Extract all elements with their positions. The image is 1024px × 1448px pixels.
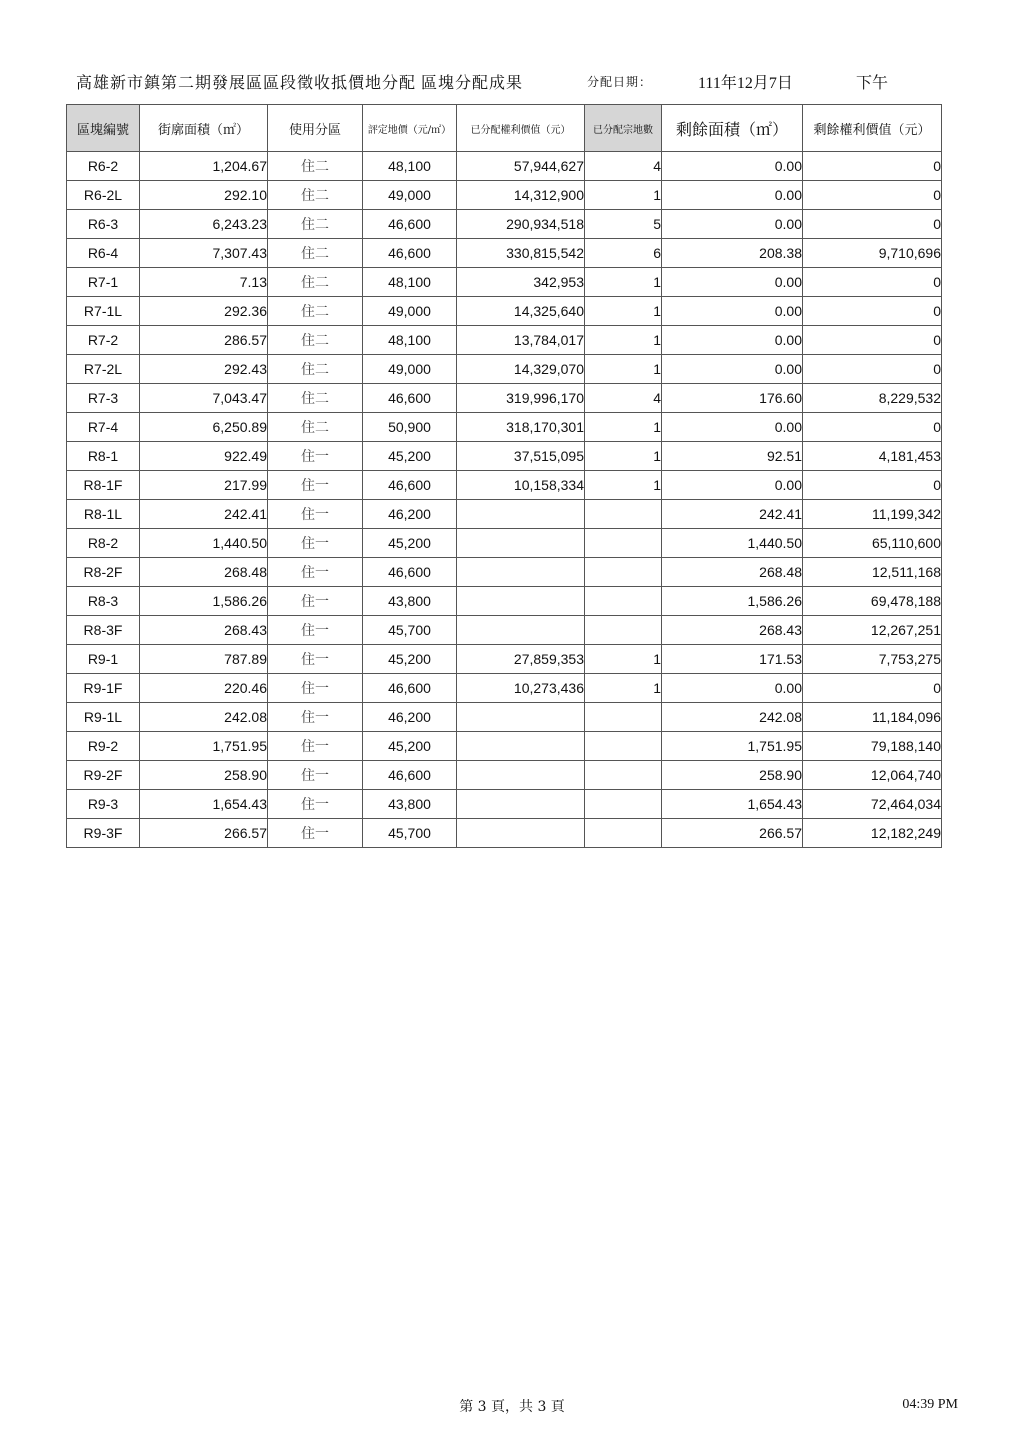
cell-allocated-value: 330,815,542 [457, 239, 585, 268]
cell-assessed-price: 46,600 [363, 674, 457, 703]
cell-zoning: 住一 [268, 645, 363, 674]
cell-remaining-value: 7,753,275 [803, 645, 942, 674]
cell-block-id: R8-2F [67, 558, 140, 587]
cell-block-area: 220.46 [140, 674, 268, 703]
cell-allocated-value [457, 587, 585, 616]
cell-allocated-value [457, 529, 585, 558]
cell-allocated-parcels: 1 [585, 674, 662, 703]
cell-block-id: R6-4 [67, 239, 140, 268]
cell-remaining-area: 92.51 [662, 442, 803, 471]
cell-zoning: 住二 [268, 152, 363, 181]
cell-remaining-value: 79,188,140 [803, 732, 942, 761]
cell-block-area: 1,654.43 [140, 790, 268, 819]
cell-block-area: 266.57 [140, 819, 268, 848]
cell-remaining-area: 1,654.43 [662, 790, 803, 819]
table-row [67, 355, 942, 384]
cell-assessed-price: 43,800 [363, 790, 457, 819]
cell-block-id: R7-1 [67, 268, 140, 297]
cell-remaining-area: 0.00 [662, 413, 803, 442]
cell-zoning: 住一 [268, 558, 363, 587]
cell-block-area: 1,204.67 [140, 152, 268, 181]
cell-assessed-price: 45,200 [363, 645, 457, 674]
cell-allocated-value [457, 616, 585, 645]
cell-zoning: 住一 [268, 587, 363, 616]
cell-allocated-parcels: 1 [585, 413, 662, 442]
cell-block-id: R7-2L [67, 355, 140, 384]
table-body [67, 152, 942, 848]
table-row [67, 558, 942, 587]
cell-zoning: 住一 [268, 616, 363, 645]
cell-allocated-parcels: 4 [585, 152, 662, 181]
cell-remaining-area: 0.00 [662, 674, 803, 703]
cell-block-id: R6-3 [67, 210, 140, 239]
cell-zoning: 住二 [268, 355, 363, 384]
cell-zoning: 住一 [268, 703, 363, 732]
cell-assessed-price: 46,600 [363, 384, 457, 413]
cell-remaining-area: 208.38 [662, 239, 803, 268]
cell-zoning: 住一 [268, 500, 363, 529]
table-row [67, 239, 942, 268]
cell-remaining-area: 1,440.50 [662, 529, 803, 558]
cell-remaining-area: 1,586.26 [662, 587, 803, 616]
cell-allocated-parcels [585, 761, 662, 790]
cell-zoning: 住一 [268, 471, 363, 500]
cell-allocated-parcels [585, 587, 662, 616]
cell-zoning: 住二 [268, 413, 363, 442]
cell-zoning: 住二 [268, 384, 363, 413]
table-row [67, 703, 942, 732]
cell-zoning: 住二 [268, 210, 363, 239]
cell-allocated-value [457, 703, 585, 732]
col-header-remaining-area: 剩餘面積（㎡） [662, 105, 803, 152]
cell-assessed-price: 48,100 [363, 326, 457, 355]
cell-block-area: 268.43 [140, 616, 268, 645]
cell-remaining-value: 12,182,249 [803, 819, 942, 848]
cell-remaining-area: 0.00 [662, 152, 803, 181]
cell-assessed-price: 46,200 [363, 703, 457, 732]
cell-allocated-parcels [585, 819, 662, 848]
cell-allocated-value: 318,170,301 [457, 413, 585, 442]
cell-allocated-value [457, 732, 585, 761]
table-header-row [67, 105, 942, 152]
cell-remaining-area: 0.00 [662, 297, 803, 326]
cell-block-area: 242.41 [140, 500, 268, 529]
cell-allocated-parcels [585, 558, 662, 587]
col-header-allocated-value: 已分配權利價值（元） [457, 105, 585, 152]
table-row [67, 500, 942, 529]
cell-assessed-price: 45,200 [363, 442, 457, 471]
cell-assessed-price: 45,700 [363, 819, 457, 848]
cell-allocated-value: 14,312,900 [457, 181, 585, 210]
cell-allocated-parcels: 1 [585, 471, 662, 500]
cell-block-id: R9-2 [67, 732, 140, 761]
cell-block-id: R9-3F [67, 819, 140, 848]
cell-allocated-value: 290,934,518 [457, 210, 585, 239]
cell-assessed-price: 46,600 [363, 558, 457, 587]
cell-remaining-area: 0.00 [662, 471, 803, 500]
cell-allocated-parcels [585, 703, 662, 732]
cell-block-id: R8-1F [67, 471, 140, 500]
cell-allocated-value [457, 819, 585, 848]
cell-remaining-value: 72,464,034 [803, 790, 942, 819]
cell-block-id: R7-2 [67, 326, 140, 355]
cell-block-area: 1,751.95 [140, 732, 268, 761]
table-row [67, 616, 942, 645]
cell-allocated-value: 10,158,334 [457, 471, 585, 500]
table-row [67, 471, 942, 500]
cell-remaining-area: 0.00 [662, 355, 803, 384]
cell-remaining-value: 0 [803, 181, 942, 210]
cell-block-area: 6,250.89 [140, 413, 268, 442]
cell-block-id: R7-1L [67, 297, 140, 326]
cell-assessed-price: 50,900 [363, 413, 457, 442]
cell-remaining-value: 0 [803, 326, 942, 355]
cell-assessed-price: 46,600 [363, 761, 457, 790]
cell-remaining-value: 11,184,096 [803, 703, 942, 732]
cell-remaining-area: 0.00 [662, 326, 803, 355]
print-time: 04:39 PM [902, 1397, 958, 1412]
cell-block-area: 292.36 [140, 297, 268, 326]
cell-block-id: R8-3 [67, 587, 140, 616]
cell-remaining-value: 4,181,453 [803, 442, 942, 471]
cell-allocated-value: 27,859,353 [457, 645, 585, 674]
table-row [67, 384, 942, 413]
cell-block-id: R7-3 [67, 384, 140, 413]
cell-remaining-area: 242.08 [662, 703, 803, 732]
cell-remaining-area: 268.43 [662, 616, 803, 645]
table-row [67, 297, 942, 326]
cell-allocated-parcels [585, 529, 662, 558]
table-row [67, 210, 942, 239]
table-row [67, 152, 942, 181]
col-header-remaining-value: 剩餘權利價值（元） [803, 105, 942, 152]
cell-block-id: R9-2F [67, 761, 140, 790]
cell-zoning: 住二 [268, 181, 363, 210]
cell-block-id: R8-1L [67, 500, 140, 529]
cell-allocated-parcels [585, 790, 662, 819]
cell-zoning: 住二 [268, 268, 363, 297]
col-header-allocated-parcels: 已分配宗地數 [585, 105, 662, 152]
cell-remaining-area: 242.41 [662, 500, 803, 529]
cell-allocated-parcels [585, 500, 662, 529]
cell-block-id: R7-4 [67, 413, 140, 442]
cell-block-area: 217.99 [140, 471, 268, 500]
cell-assessed-price: 43,800 [363, 587, 457, 616]
cell-allocated-parcels: 1 [585, 268, 662, 297]
cell-allocated-parcels: 1 [585, 355, 662, 384]
cell-remaining-value: 9,710,696 [803, 239, 942, 268]
cell-allocated-value [457, 790, 585, 819]
cell-allocated-value [457, 500, 585, 529]
cell-allocated-parcels: 5 [585, 210, 662, 239]
col-header-zoning: 使用分區 [268, 105, 363, 152]
table-row [67, 326, 942, 355]
cell-allocated-parcels [585, 732, 662, 761]
cell-assessed-price: 45,200 [363, 529, 457, 558]
cell-block-id: R8-1 [67, 442, 140, 471]
table-row [67, 819, 942, 848]
cell-assessed-price: 46,600 [363, 210, 457, 239]
cell-remaining-area: 171.53 [662, 645, 803, 674]
cell-allocated-parcels: 1 [585, 645, 662, 674]
cell-block-id: R8-3F [67, 616, 140, 645]
cell-remaining-value: 0 [803, 471, 942, 500]
cell-block-area: 258.90 [140, 761, 268, 790]
cell-zoning: 住一 [268, 761, 363, 790]
cell-allocated-parcels: 1 [585, 297, 662, 326]
cell-allocated-parcels: 4 [585, 384, 662, 413]
cell-block-id: R8-2 [67, 529, 140, 558]
col-header-block-id: 區塊編號 [67, 105, 140, 152]
cell-allocated-value: 14,325,640 [457, 297, 585, 326]
cell-block-id: R9-1F [67, 674, 140, 703]
cell-assessed-price: 48,100 [363, 152, 457, 181]
cell-zoning: 住一 [268, 790, 363, 819]
page-number: 第 3 頁，共 3 頁 [459, 1399, 565, 1415]
table-row [67, 442, 942, 471]
cell-remaining-value: 11,199,342 [803, 500, 942, 529]
cell-allocated-value: 13,784,017 [457, 326, 585, 355]
cell-block-area: 787.89 [140, 645, 268, 674]
cell-block-area: 292.43 [140, 355, 268, 384]
cell-assessed-price: 48,100 [363, 268, 457, 297]
cell-allocated-parcels: 1 [585, 442, 662, 471]
cell-remaining-area: 266.57 [662, 819, 803, 848]
cell-assessed-price: 46,600 [363, 239, 457, 268]
cell-block-area: 1,440.50 [140, 529, 268, 558]
cell-block-area: 286.57 [140, 326, 268, 355]
cell-remaining-value: 0 [803, 152, 942, 181]
allocation-date-label: 分配日期： [587, 75, 653, 89]
cell-allocated-value: 10,273,436 [457, 674, 585, 703]
cell-allocated-parcels [585, 616, 662, 645]
cell-remaining-value: 0 [803, 297, 942, 326]
table-row [67, 761, 942, 790]
cell-zoning: 住一 [268, 819, 363, 848]
cell-zoning: 住二 [268, 239, 363, 268]
cell-block-id: R9-1 [67, 645, 140, 674]
cell-zoning: 住二 [268, 297, 363, 326]
cell-remaining-value: 12,511,168 [803, 558, 942, 587]
cell-remaining-value: 69,478,188 [803, 587, 942, 616]
cell-allocated-parcels: 1 [585, 181, 662, 210]
cell-assessed-price: 49,000 [363, 181, 457, 210]
table-row [67, 790, 942, 819]
cell-allocated-parcels: 6 [585, 239, 662, 268]
cell-remaining-value: 0 [803, 674, 942, 703]
cell-remaining-area: 258.90 [662, 761, 803, 790]
report-title: 高雄新市鎮第二期發展區區段徵收抵價地分配 區塊分配成果 [76, 75, 524, 92]
cell-assessed-price: 46,200 [363, 500, 457, 529]
cell-remaining-value: 12,064,740 [803, 761, 942, 790]
cell-zoning: 住一 [268, 732, 363, 761]
table-row [67, 529, 942, 558]
col-header-assessed-price: 評定地價（元/㎡） [363, 105, 457, 152]
cell-remaining-value: 8,229,532 [803, 384, 942, 413]
cell-remaining-value: 0 [803, 413, 942, 442]
table-row [67, 587, 942, 616]
cell-remaining-value: 0 [803, 210, 942, 239]
cell-allocated-value: 14,329,070 [457, 355, 585, 384]
cell-remaining-area: 1,751.95 [662, 732, 803, 761]
report-header [76, 70, 956, 96]
cell-allocated-value: 342,953 [457, 268, 585, 297]
cell-block-area: 6,243.23 [140, 210, 268, 239]
cell-block-id: R9-3 [67, 790, 140, 819]
cell-block-area: 1,586.26 [140, 587, 268, 616]
cell-allocated-value: 57,944,627 [457, 152, 585, 181]
cell-remaining-area: 0.00 [662, 181, 803, 210]
allocation-date: 111年12月7日 [698, 75, 793, 92]
cell-remaining-value: 12,267,251 [803, 616, 942, 645]
table-row [67, 181, 942, 210]
cell-block-area: 242.08 [140, 703, 268, 732]
cell-remaining-value: 0 [803, 268, 942, 297]
cell-allocated-value: 319,996,170 [457, 384, 585, 413]
cell-block-area: 922.49 [140, 442, 268, 471]
cell-remaining-value: 65,110,600 [803, 529, 942, 558]
table-row [67, 732, 942, 761]
cell-allocated-parcels: 1 [585, 326, 662, 355]
cell-remaining-value: 0 [803, 355, 942, 384]
allocation-table [66, 104, 942, 848]
table-row [67, 413, 942, 442]
cell-allocated-value [457, 761, 585, 790]
cell-zoning: 住一 [268, 529, 363, 558]
col-header-block-area: 街廓面積（㎡） [140, 105, 268, 152]
table-row [67, 674, 942, 703]
cell-assessed-price: 46,600 [363, 471, 457, 500]
cell-block-id: R6-2L [67, 181, 140, 210]
cell-block-id: R9-1L [67, 703, 140, 732]
cell-block-area: 292.10 [140, 181, 268, 210]
cell-block-area: 268.48 [140, 558, 268, 587]
cell-remaining-area: 0.00 [662, 210, 803, 239]
cell-zoning: 住一 [268, 674, 363, 703]
cell-assessed-price: 49,000 [363, 297, 457, 326]
cell-assessed-price: 45,200 [363, 732, 457, 761]
cell-zoning: 住二 [268, 326, 363, 355]
cell-assessed-price: 49,000 [363, 355, 457, 384]
cell-remaining-area: 0.00 [662, 268, 803, 297]
cell-allocated-value [457, 558, 585, 587]
cell-zoning: 住一 [268, 442, 363, 471]
cell-block-area: 7,307.43 [140, 239, 268, 268]
table-row [67, 645, 942, 674]
allocation-time-period: 下午 [856, 75, 889, 92]
cell-remaining-area: 176.60 [662, 384, 803, 413]
cell-assessed-price: 45,700 [363, 616, 457, 645]
cell-block-area: 7.13 [140, 268, 268, 297]
cell-block-id: R6-2 [67, 152, 140, 181]
table-row [67, 268, 942, 297]
cell-block-area: 7,043.47 [140, 384, 268, 413]
cell-remaining-area: 268.48 [662, 558, 803, 587]
cell-allocated-value: 37,515,095 [457, 442, 585, 471]
